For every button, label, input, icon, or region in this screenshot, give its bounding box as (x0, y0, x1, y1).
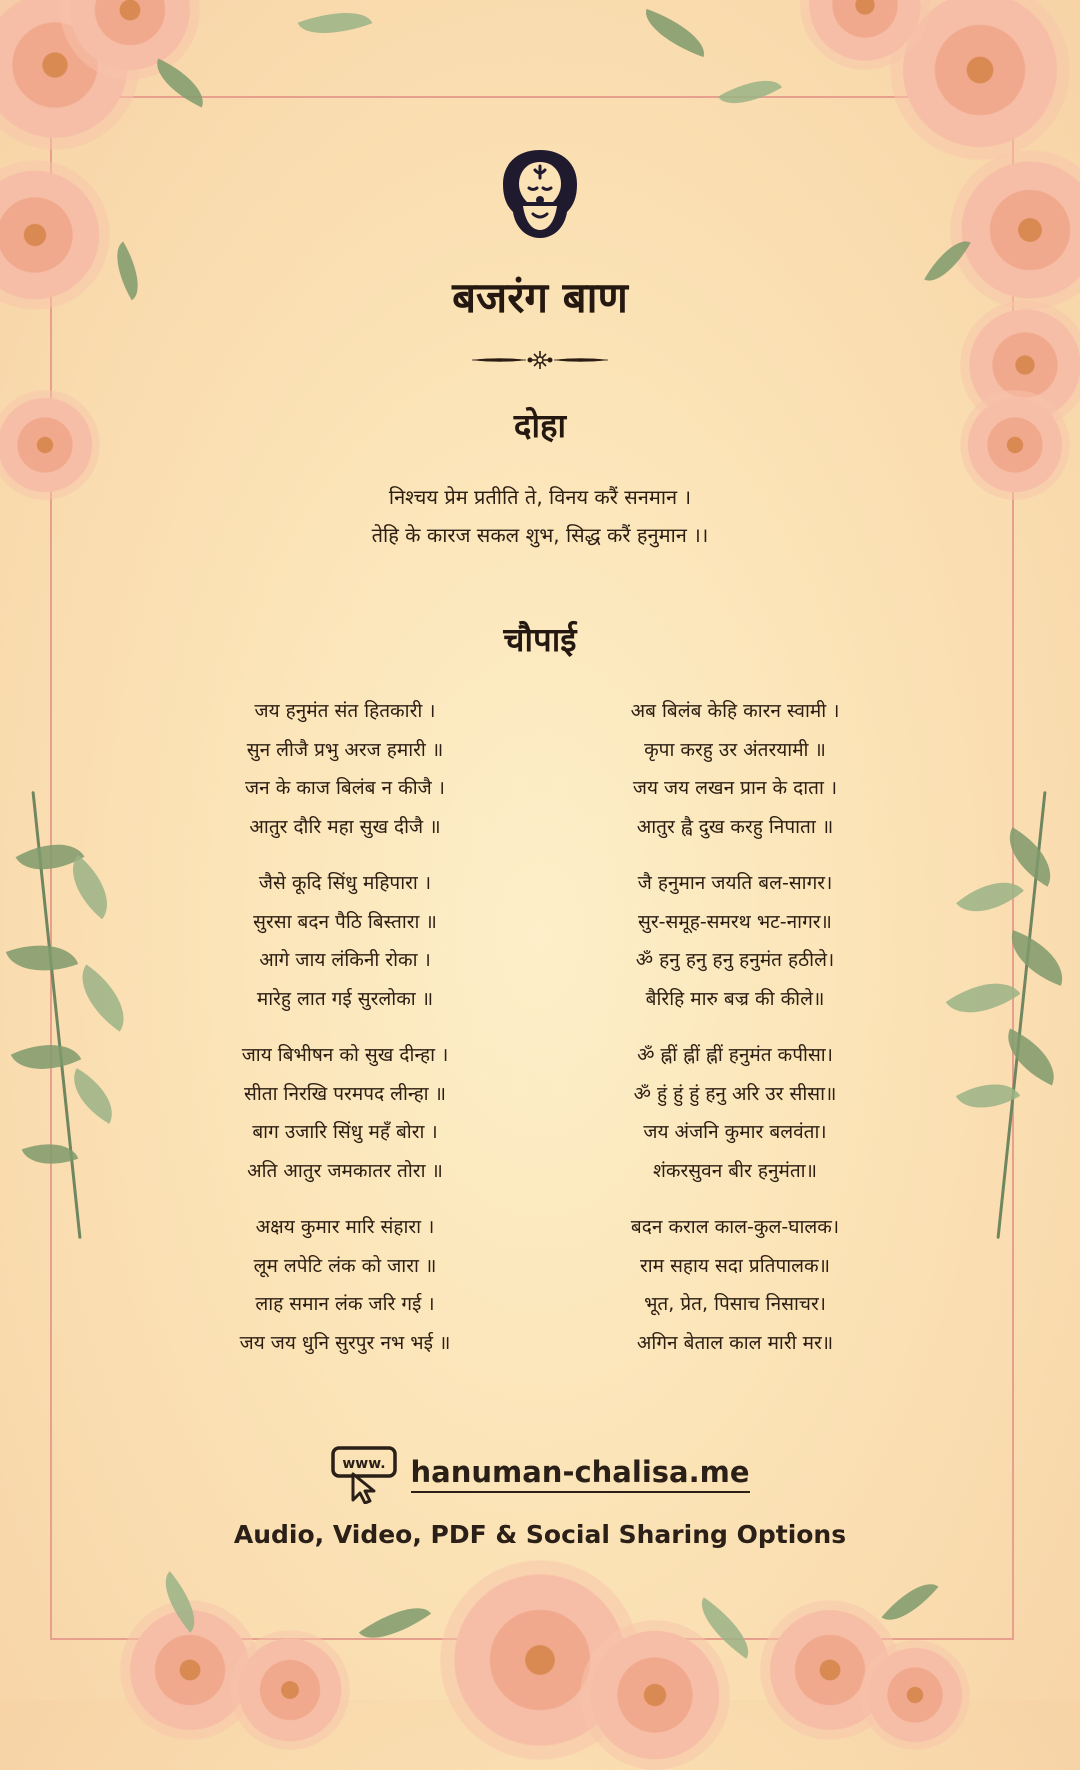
doha-line: तेहि के कारज सकल शुभ, सिद्ध करैं हनुमान ।। (371, 523, 709, 547)
verse-line: ॐ हनु हनु हनु हनुमंत हठीले। (635, 949, 835, 971)
www-icon-text: www. (341, 1456, 386, 1472)
verse-line: सुरसा बदन पैठि बिस्तारा ॥ (253, 910, 437, 933)
verse-line: आतुर दौरि महा सुख दीजै ॥ (249, 815, 441, 838)
chaupai-heading: चौपाई (503, 620, 577, 659)
verse-line: जै हनुमान जयति बल-सागर। (637, 872, 833, 894)
stanza (0, 692, 1080, 846)
verse-column-right (540, 1036, 930, 1190)
verse-column-right (540, 1208, 930, 1362)
verse-line: लूम लपेटि लंक को जारा ॥ (253, 1254, 437, 1277)
verse-line: लाह समान लंक जरि गई । (255, 1293, 435, 1315)
verse-line: अब बिलंब केहि कारन स्वामी । (630, 700, 840, 722)
website-url: hanuman-chalisa.me (411, 1455, 750, 1493)
doha-verse (0, 478, 1080, 554)
stanza (0, 864, 1080, 1018)
verse-line: बदन कराल काल-कुल-घालक। (630, 1216, 840, 1238)
verse-column-left (150, 1036, 540, 1190)
verse-line: जय अंजनि कुमार बलवंता। (643, 1121, 827, 1143)
hanuman-face-icon (497, 146, 583, 242)
verse-line: जय हनुमंत संत हितकारी । (254, 700, 436, 722)
website-link-row (0, 1444, 1080, 1508)
logo (0, 146, 1080, 246)
verse-column-right (540, 864, 930, 1018)
verse-column-left (150, 1208, 540, 1362)
verse-line: भूत, प्रेत, पिसाच निसाचर। (644, 1293, 826, 1315)
verse-line: जन के काज बिलंब न कीजै । (245, 777, 445, 799)
verse-line: ॐ हुं हुं हुं हनु अरि उर सीसा॥ (633, 1082, 837, 1105)
footer-tagline: Audio, Video, PDF & Social Sharing Options (233, 1520, 847, 1549)
verse-line: सीता निरखि परमपद लीन्हा ॥ (243, 1082, 447, 1105)
verse-line: अगिन बेताल काल मारी मर॥ (636, 1331, 834, 1354)
stanza (0, 1036, 1080, 1190)
verse-line: सुन लीजै प्रभु अरज हमारी ॥ (246, 738, 444, 761)
verse-line: अति आतुर जमकातर तोरा ॥ (247, 1159, 443, 1182)
verse-column-right (540, 692, 930, 846)
verse-line: आतुर ह्वै दुख करहु निपाता ॥ (636, 815, 834, 838)
verse-line: आगे जाय लंकिनी रोका । (259, 949, 431, 971)
page-title: बजरंग बाण (452, 273, 628, 322)
verse-column-left (150, 864, 540, 1018)
verse-line: अक्षय कुमार मारि संहारा । (255, 1216, 435, 1238)
website-link[interactable] (331, 1444, 750, 1504)
verse-line: बाग उजारि सिंधु महँ बोरा । (252, 1121, 438, 1143)
verse-line: जैसे कूदि सिंधु महिपारा । (258, 872, 432, 894)
doha-line: निश्चय प्रेम प्रतीति ते, विनय करैं सनमान । (388, 485, 692, 509)
verse-line: कृपा करहु उर अंतरयामी ॥ (644, 738, 826, 761)
stanza (0, 1208, 1080, 1362)
ornament-divider-icon (0, 348, 1080, 376)
verse-line: जाय बिभीषन को सुख दीन्हा । (241, 1044, 449, 1066)
doha-heading: दोहा (513, 406, 567, 445)
verse-line: सुर-समूह-समरथ भट-नागर॥ (638, 910, 832, 933)
verse-line: बैरिहि मारु बज्र की कीले॥ (645, 987, 825, 1010)
verse-line: ॐ ह्नीं ह्नीं ह्नीं हनुमंत कपीसा। (637, 1044, 833, 1066)
verse-line: राम सहाय सदा प्रतिपालक॥ (639, 1254, 831, 1277)
verse-line: मारेहु लात गई सुरलोका ॥ (256, 987, 434, 1010)
www-cursor-icon (331, 1444, 399, 1504)
verse-line: जय जय लखन प्रान के दाता । (632, 777, 838, 799)
chaupai-verses (0, 692, 1080, 1380)
verse-line: जय जय धुनि सुरपुर नभ भई ॥ (239, 1331, 451, 1354)
verse-line: शंकरसुवन बीर हनुमंता॥ (653, 1159, 817, 1182)
verse-column-left (150, 692, 540, 846)
